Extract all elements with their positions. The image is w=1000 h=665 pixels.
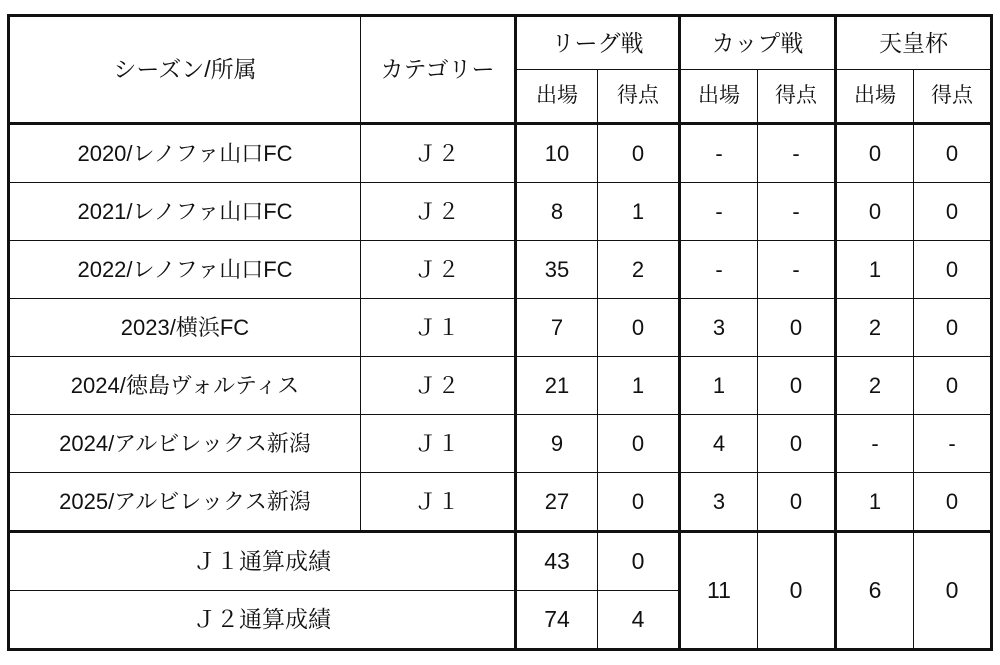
cell-total-emperor-goals: 0: [914, 532, 992, 650]
cell-league-apps: 8: [516, 183, 598, 241]
cell-cup-apps: -: [680, 124, 758, 183]
table-row: [9, 183, 992, 241]
table-row: [9, 241, 992, 299]
table-row: [9, 357, 992, 415]
cell-emperor-goals: 0: [914, 299, 992, 357]
table-row: [9, 124, 992, 183]
cell-total-league-goals: 4: [598, 591, 680, 650]
table-body: [9, 124, 992, 650]
cell-cup-apps: 3: [680, 299, 758, 357]
cell-cup-apps: -: [680, 241, 758, 299]
header-category: カテゴリー: [361, 16, 516, 124]
cell-season: 2020/レノファ山口FC: [9, 124, 361, 183]
cell-league-goals: 0: [598, 415, 680, 473]
cell-cup-goals: 0: [758, 299, 836, 357]
cell-season: 2022/レノファ山口FC: [9, 241, 361, 299]
header-cup-apps: 出場: [680, 70, 758, 124]
header-cup-goals: 得点: [758, 70, 836, 124]
cell-league-apps: 21: [516, 357, 598, 415]
header-group-emperor-cup: 天皇杯: [836, 16, 992, 70]
header-row-groups: [9, 16, 992, 70]
cell-emperor-apps: 1: [836, 473, 914, 532]
cell-category: Ｊ２: [361, 241, 516, 299]
career-stats-table: [7, 14, 993, 651]
cell-emperor-goals: 0: [914, 473, 992, 532]
cell-league-goals: 0: [598, 299, 680, 357]
cell-cup-apps: -: [680, 183, 758, 241]
cell-total-label: Ｊ１通算成績: [9, 532, 516, 591]
cell-emperor-apps: 0: [836, 124, 914, 183]
table-row: [9, 415, 992, 473]
cell-emperor-apps: 0: [836, 183, 914, 241]
cell-emperor-goals: 0: [914, 183, 992, 241]
header-league-apps: 出場: [516, 70, 598, 124]
cell-category: Ｊ１: [361, 415, 516, 473]
cell-emperor-apps: 2: [836, 299, 914, 357]
cell-category: Ｊ２: [361, 357, 516, 415]
cell-cup-apps: 3: [680, 473, 758, 532]
header-emperor-apps: 出場: [836, 70, 914, 124]
cell-season: 2025/アルビレックス新潟: [9, 473, 361, 532]
cell-league-apps: 7: [516, 299, 598, 357]
cell-league-apps: 9: [516, 415, 598, 473]
cell-total-cup-goals: 0: [758, 532, 836, 650]
total-row-j1: [9, 532, 992, 591]
cell-cup-goals: -: [758, 124, 836, 183]
cell-season: 2024/アルビレックス新潟: [9, 415, 361, 473]
cell-cup-goals: 0: [758, 415, 836, 473]
cell-total-label: Ｊ２通算成績: [9, 591, 516, 650]
cell-cup-goals: -: [758, 183, 836, 241]
cell-cup-goals: -: [758, 241, 836, 299]
cell-total-league-apps: 43: [516, 532, 598, 591]
cell-emperor-goals: 0: [914, 124, 992, 183]
header-season: シーズン/所属: [9, 16, 361, 124]
header-group-cup: カップ戦: [680, 16, 836, 70]
cell-emperor-goals: 0: [914, 357, 992, 415]
cell-category: Ｊ２: [361, 183, 516, 241]
table-row: [9, 299, 992, 357]
cell-emperor-goals: 0: [914, 241, 992, 299]
cell-season: 2023/横浜FC: [9, 299, 361, 357]
cell-emperor-apps: 2: [836, 357, 914, 415]
header-group-league: リーグ戦: [516, 16, 680, 70]
cell-category: Ｊ２: [361, 124, 516, 183]
cell-total-emperor-apps: 6: [836, 532, 914, 650]
cell-season: 2021/レノファ山口FC: [9, 183, 361, 241]
table-head: [9, 16, 992, 124]
cell-category: Ｊ１: [361, 299, 516, 357]
cell-league-goals: 0: [598, 124, 680, 183]
table-row: [9, 473, 992, 532]
cell-emperor-apps: 1: [836, 241, 914, 299]
cell-emperor-goals: -: [914, 415, 992, 473]
cell-cup-goals: 0: [758, 473, 836, 532]
cell-season: 2024/徳島ヴォルティス: [9, 357, 361, 415]
cell-total-league-goals: 0: [598, 532, 680, 591]
cell-emperor-apps: -: [836, 415, 914, 473]
cell-league-goals: 1: [598, 357, 680, 415]
cell-league-apps: 27: [516, 473, 598, 532]
cell-cup-apps: 4: [680, 415, 758, 473]
cell-league-apps: 10: [516, 124, 598, 183]
cell-league-goals: 2: [598, 241, 680, 299]
cell-cup-goals: 0: [758, 357, 836, 415]
cell-cup-apps: 1: [680, 357, 758, 415]
cell-total-league-apps: 74: [516, 591, 598, 650]
cell-league-apps: 35: [516, 241, 598, 299]
cell-league-goals: 1: [598, 183, 680, 241]
header-league-goals: 得点: [598, 70, 680, 124]
cell-category: Ｊ１: [361, 473, 516, 532]
cell-total-cup-apps: 11: [680, 532, 758, 650]
header-emperor-goals: 得点: [914, 70, 992, 124]
cell-league-goals: 0: [598, 473, 680, 532]
